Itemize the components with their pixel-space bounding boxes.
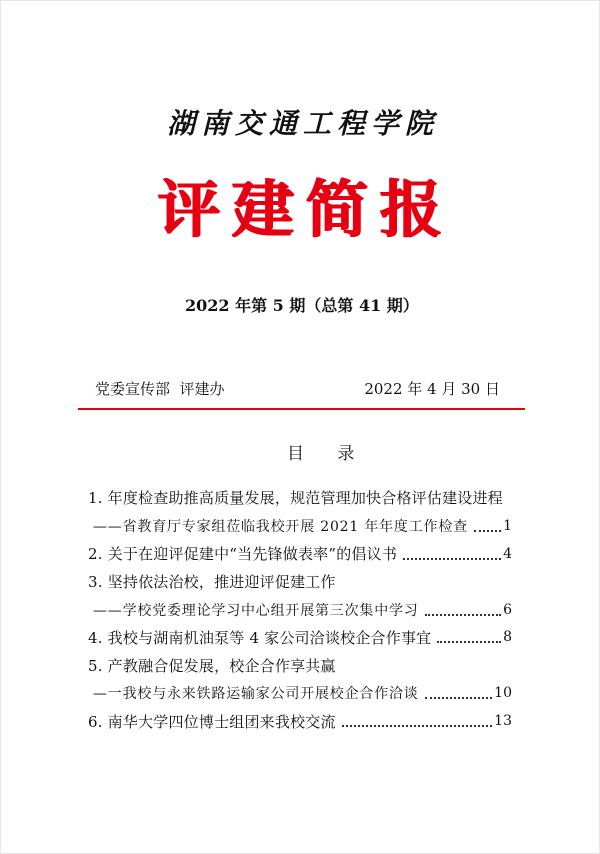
dot-leader	[474, 530, 501, 532]
toc-page-number: 8	[503, 629, 512, 646]
issue-date: 2022 年 4 月 30 日	[364, 380, 500, 398]
toc-entry-5	[88, 651, 512, 679]
table-of-contents	[88, 484, 512, 735]
toc-entry-4	[88, 623, 512, 651]
toc-entry-6	[88, 707, 512, 735]
toc-entry-title: 5. 产教融合促发展，校企合作享共赢	[88, 656, 336, 675]
toc-entry-title: 2. 关于在迎评促建中“当先锋做表率”的倡议书	[88, 545, 398, 564]
issuing-department: 党委宣传部 评建办	[95, 380, 225, 398]
toc-entry-3-subtitle-row	[88, 596, 512, 624]
toc-entry-title: 6. 南华大学四位博士组团来我校交流	[88, 712, 336, 731]
bulletin-title: 评建简报	[157, 173, 454, 246]
toc-entry-5-subtitle-row	[88, 679, 512, 707]
issue-number: 2022 年第 5 期（总第 41 期）	[185, 296, 419, 315]
dot-leader	[403, 558, 501, 560]
toc-entry-subtitle: ——学校党委理论学习中心组开展第三次集中学习	[93, 602, 419, 619]
toc-entry-2	[88, 540, 512, 568]
red-divider-line	[78, 408, 525, 410]
toc-page-number: 4	[503, 545, 512, 562]
toc-entry-1	[88, 484, 512, 512]
toc-entry-1-subtitle-row	[88, 512, 512, 540]
toc-entry-title: 1. 年度检查助推高质量发展，规范管理加快合格评估建设进程	[88, 489, 503, 508]
toc-page-number: 1	[503, 517, 512, 534]
dot-leader	[425, 697, 493, 699]
toc-entry-title: 4. 我校与湖南机油泵等 4 家公司洽谈校企合作事宜	[88, 628, 432, 647]
dot-leader	[437, 641, 501, 643]
toc-heading: 目 录	[287, 444, 369, 464]
dot-leader	[425, 614, 501, 616]
toc-entry-3	[88, 568, 512, 596]
dot-leader	[342, 725, 492, 727]
toc-entry-subtitle: ——省教育厅专家组莅临我校开展 2021 年年度工作检查	[93, 518, 468, 535]
toc-page-number: 13	[494, 713, 512, 730]
toc-page-number: 10	[494, 685, 512, 702]
toc-page-number: 6	[503, 601, 512, 618]
toc-entry-subtitle: —一我校与永来铁路运输家公司开展校企合作洽谈	[93, 686, 419, 703]
toc-entry-title: 3. 坚持依法治校，推进迎评促建工作	[88, 573, 336, 592]
school-name: 湖南交通工程学院	[166, 107, 439, 140]
